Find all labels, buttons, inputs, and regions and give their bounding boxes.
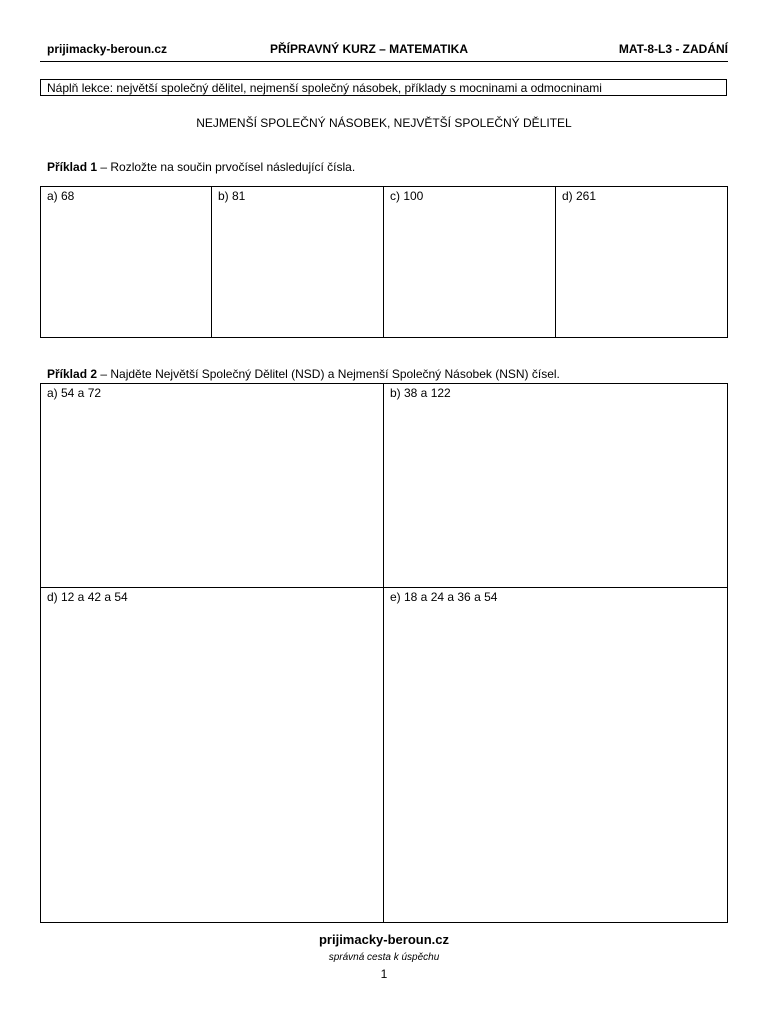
exercise-2-label: Příklad 2 xyxy=(47,367,98,381)
exercise-2-cell-d[interactable]: d) 12 a 42 a 54 xyxy=(41,588,384,922)
exercise-2-cell-b[interactable]: b) 38 a 122 xyxy=(384,384,727,588)
header-divider xyxy=(40,61,728,62)
exercise-1-instruction: – Rozložte na součin prvočísel následující čísla. xyxy=(97,160,356,174)
page-header xyxy=(47,42,728,60)
exercise-1-title xyxy=(47,160,355,174)
lesson-contents-box: Náplň lekce: největší společný dělitel, nejmenší společný násobek, příklady s mocninami a odmocninami xyxy=(40,79,727,96)
exercise-2-title xyxy=(47,367,560,381)
footer-site: prijimacky-beroun.cz xyxy=(318,932,450,947)
exercise-1-label: Příklad 1 xyxy=(47,160,98,174)
page-number: 1 xyxy=(380,967,388,981)
exercise-1-cell-c[interactable]: c) 100 xyxy=(384,187,556,337)
header-document-code: MAT-8-L3 - ZADÁNÍ xyxy=(618,42,728,56)
exercise-2-cell-a[interactable]: a) 54 a 72 xyxy=(41,384,384,588)
exercise-1-cell-d[interactable]: d) 261 xyxy=(562,189,597,203)
exercise-1-table xyxy=(40,186,728,338)
lesson-subtitle: NEJMENŠÍ SPOLEČNÝ NÁSOBEK, NEJVĚTŠÍ SPOLEČNÝ DĚLITEL xyxy=(196,116,572,130)
exercise-2-instruction: – Najděte Největší Společný Dělitel (NSD) a Nejmenší Společný Násobek (NSN) čísel. xyxy=(97,367,560,381)
exercise-1-cell-a[interactable]: a) 68 xyxy=(41,187,212,337)
header-course-title: PŘÍPRAVNÝ KURZ – MATEMATIKA xyxy=(270,42,468,56)
exercise-1-cell-b[interactable]: b) 81 xyxy=(212,187,384,337)
page-footer xyxy=(0,931,768,982)
exercise-2-table xyxy=(40,383,728,923)
footer-tagline: správná cesta k úspěchu xyxy=(328,952,440,963)
exercise-2-cell-e[interactable]: e) 18 a 24 a 36 a 54 xyxy=(390,590,498,604)
header-site: prijimacky-beroun.cz xyxy=(47,42,168,56)
